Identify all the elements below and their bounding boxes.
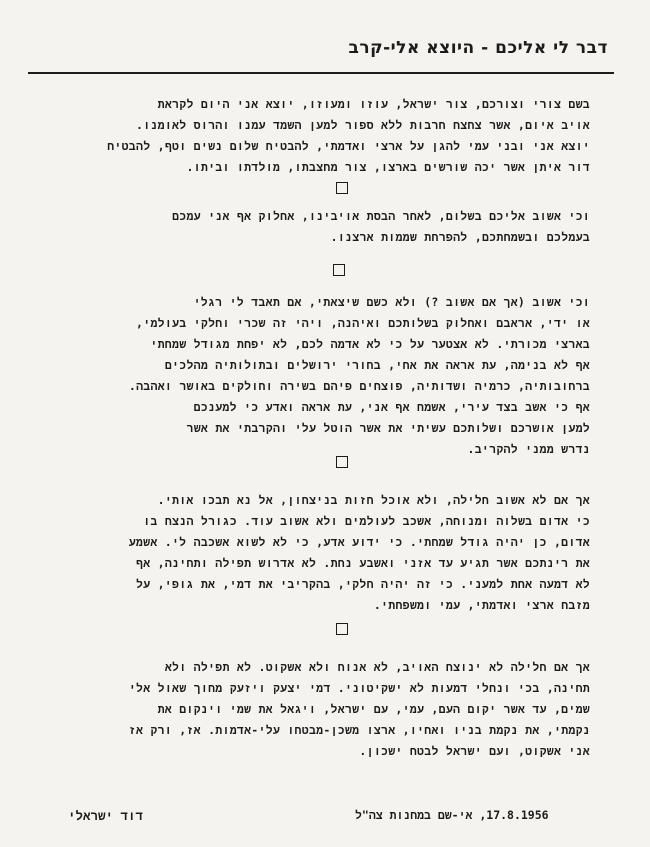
text-line: וכי אשוב (אך אם אשוב ?) ולא כשם שיצאתי, אם תאבד לי רגלי [193,295,590,309]
square-separator-icon [333,264,345,276]
text-line: בעמלכם ובשמחתכם, להפרחת שממות ארצנו. [330,230,590,244]
text-line: או ידי, אראבם ואחלוק בשלותכם ואיהנה, ויהי זה שכרי וחלקי בעולמי, [136,316,590,330]
text-line: את רינתכם אשר תגיע עד אזני ואשבע נחת. לא אדרוש תפילה ותחינה, אף [136,556,590,570]
date-place: 17.8.1956, אי-שם במחנות צה"ל [355,808,549,822]
text-line: דור איתן אשר יכה שורשים בארצו, צור מחצבתו, מולדתו וביתו. [186,160,590,174]
square-separator-icon [336,623,348,635]
text-line: אף לא בנימה, עת אראה את אחי, בחורי ירושלים ובתולותיה מהלכים [164,358,590,372]
text-line: אדום, כן יהיה גודל שמחתי. כי ידוע אדע, כי לא לשוא אשכבה לי. אשמע [128,535,590,549]
text-line: אך אם חלילה לא ינוצח האויב, לא אנוח ולא אשקוט. לא תפילה ולא [164,660,590,674]
paragraph-3 [60,292,590,460]
signature: דוד ישראלי [68,808,144,823]
text-line: אני אשקוט, ועם ישראל לבטח ישכון. [359,744,590,758]
square-separator-icon [336,182,348,194]
square-separator-icon [336,456,348,468]
paragraph-2 [60,206,590,248]
text-line: תחינה, בכי ונחלי דמעות לא ישקיטוני. דמי יצעק ויזעק מחוך שאול אלי [128,681,590,695]
text-line: ברחובותיה, כרמיה ושדותיה, פוצחים פיהם בשירה וחולקים באושר ואהבה. [128,379,590,393]
text-line: אך אם לא אשוב חלילה, ולא אוכל חזות בניצחון, אל נא תבכו אותי. [157,493,590,507]
paragraph-4 [60,490,590,616]
document-title: דבר לי אליכם - היוצא אלי-קרב [348,38,608,58]
text-line: אויב איום, אשר צחצח חרבות ללא ספור למען השמד עמנו והרוס לאומנו. [136,118,590,132]
text-line: נדרש ממני להקריב. [467,442,590,456]
text-line: בשם צורי וצורכם, צור ישראל, עוזו ומעוזו, יוצא אני היום לקראת [157,97,590,111]
text-line: מזבח ארצי ואדמתי, עמי ומשפחתי. [373,598,590,612]
text-line: כי אדום בשלוה ומנוחה, אשכב לעולמים ולא אשוב עוד. כגורל הנצח בו [143,514,590,528]
text-line: אף כי אשב בצד עירי, אשמח אף אני, עת אראה ואדע כי למענכם [193,400,590,414]
text-line: נקמתי, את נקמת בניו ואחיו, ארצו משכן-מבטחו עלי-אדמות. אז, ורק אז [128,723,590,737]
text-line: בארצי מכורתי. לא אצטער על כי לא אדמה לכם, לא יפחת מגודל שמחתי [150,337,590,351]
text-line: וכי אשוב אליכם בשלום, לאחר הבסת אויבינו, אחלוק אף אני עמכם [172,209,590,223]
paragraph-5 [60,657,590,762]
title-bar [28,32,614,74]
text-line: יוצא אני ובני עמי להגן על ארצי ואדמתי, להבטיח שלום נשים וטף, להבטיח [107,139,590,153]
paragraph-1 [60,94,590,178]
text-line: לא דמעה אחת למעני. כי זה יהיה חלקי, בהקריבי את דמי, את גופי, על [135,577,590,591]
text-line: שמים, עד אשר יקום העם, עמי, עם ישראל, ויגאל את שמי וינקום את [157,702,590,716]
text-line: למען אושרכם ושלותכם עשיתי את אשר הוטל עלי והקרבתי את אשר [186,421,590,435]
